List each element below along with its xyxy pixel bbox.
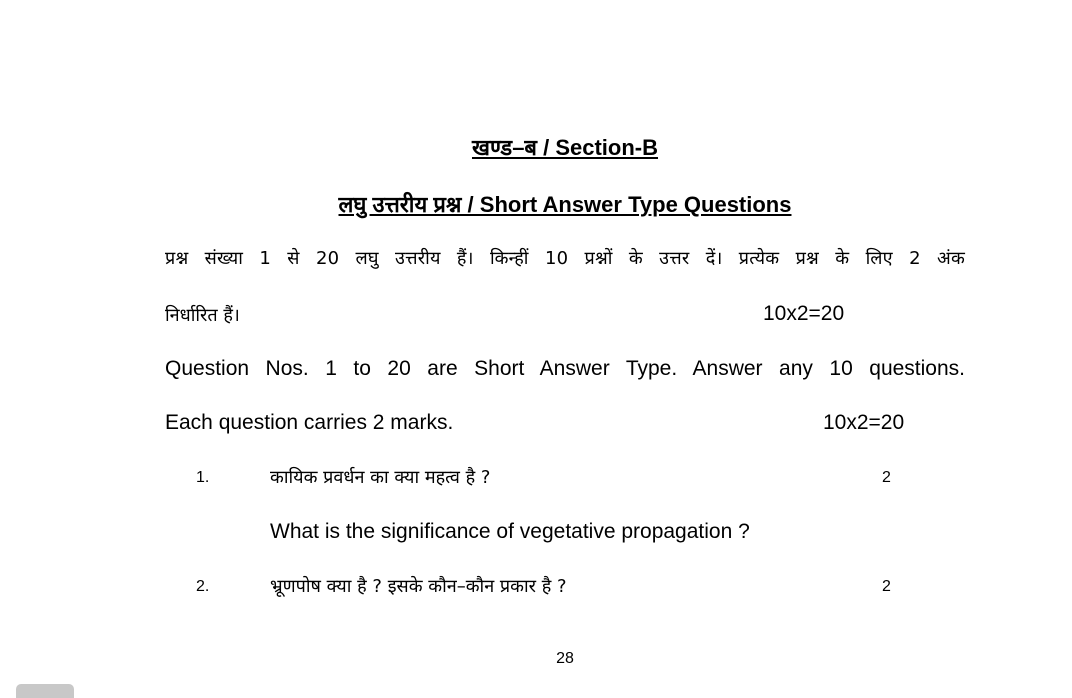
section-title: खण्ड–ब / Section-B	[471, 135, 659, 160]
question-number: 1.	[196, 469, 210, 486]
question-text-hindi: भ्रूणपोष क्या है ? इसके कौन–कौन प्रकार है ?	[270, 576, 567, 597]
instructions-english-marks: 10x2=20	[823, 411, 905, 434]
question-text-english: What is the significance of vegetative propagation ?	[270, 520, 750, 543]
question-number: 2.	[196, 578, 210, 595]
instructions-english-line2: Each question carries 2 marks.	[165, 411, 454, 434]
question-marks: 2	[882, 469, 891, 486]
question-text-hindi: कायिक प्रवर्धन का क्या महत्व है ?	[270, 467, 491, 488]
instructions-hindi-marks: 10x2=20	[763, 302, 845, 325]
question-marks: 2	[882, 578, 891, 595]
page-number: 28	[556, 650, 574, 667]
section-subtitle: लघु उत्तरीय प्रश्न / Short Answer Type Questions	[338, 192, 792, 217]
instructions-hindi-line2: निर्धारित हैं।	[165, 305, 240, 326]
instructions-hindi-line1: प्रश्न संख्या 1 से 20 लघु उत्तरीय हैं। किन्हीं 10 प्रश्नों के उत्तर दें। प्रत्येक प्रश्न के लिए 2 अंक	[165, 248, 965, 269]
scroll-handle[interactable]	[16, 684, 74, 698]
instructions-english-line1: Question Nos. 1 to 20 are Short Answer Type. Answer any 10 questions.	[165, 357, 965, 380]
